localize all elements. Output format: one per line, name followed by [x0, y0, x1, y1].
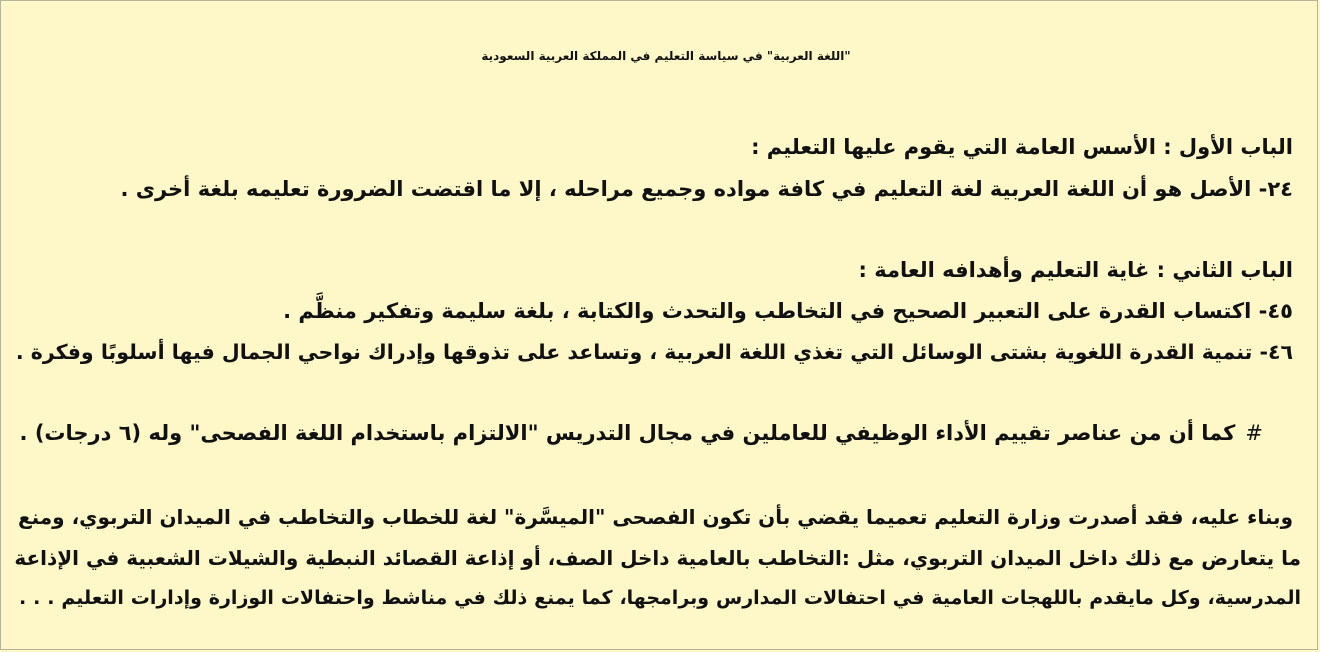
item-24: ٢٤- الأصل هو أن اللغة العربية لغة التعليم في كافة مواده وجميع مراحله ، إلا ما اقتضت الضرورة تعليمه بلغة أخرى .: [120, 177, 1293, 201]
item-45: ٤٥- اكتساب القدرة على التعبير الصحيح في التخاطب والتحدث والكتابة ، بلغة سليمة وتفكير منظَّم .: [283, 299, 1293, 323]
hash-marker: #: [1245, 421, 1263, 445]
paragraph-line-3: المدرسية، وكل مايقدم باللهجات العامية في احتفالات المدارس وبرامجها، كما يمنع ذلك في مناشط واحتفالات الوزارة وإدارات التعليم . . .: [19, 587, 1301, 609]
paragraph-line-1: وبناء عليه، فقد أصدرت وزارة التعليم تعميما يقضي بأن تكون الفصحى "الميسَّرة" لغة للخطاب والتخاطب في الميدان التربوي، ومنع: [17, 505, 1293, 529]
chapter-one-heading: الباب الأول : الأسس العامة التي يقوم عليها التعليم :: [751, 135, 1293, 159]
document-title: "اللغة العربية" في سياسة التعليم في المملكة العربية السعودية: [481, 49, 851, 63]
paragraph-line-2: ما يتعارض مع ذلك داخل الميدان التربوي، مثل :التخاطب بالعامية داخل الصف، أو إذاعة القصائد النبطية والشيلات الشعبية في الإذاعة: [14, 546, 1301, 570]
evaluation-text: كما أن من عناصر تقييم الأداء الوظيفي للعاملين في مجال التدريس "الالتزام باستخدام اللغة الفصحى" وله (٦ درجات) .: [19, 421, 1236, 445]
chapter-two-heading: الباب الثاني : غاية التعليم وأهدافه العامة :: [858, 258, 1293, 282]
evaluation-note: [20, 421, 1263, 445]
item-46: ٤٦- تنمية القدرة اللغوية بشتى الوسائل التي تغذي اللغة العربية ، وتساعد على تذوقها وإدراك نواحي الجمال فيها أسلوبًا وفكرة .: [15, 340, 1293, 364]
